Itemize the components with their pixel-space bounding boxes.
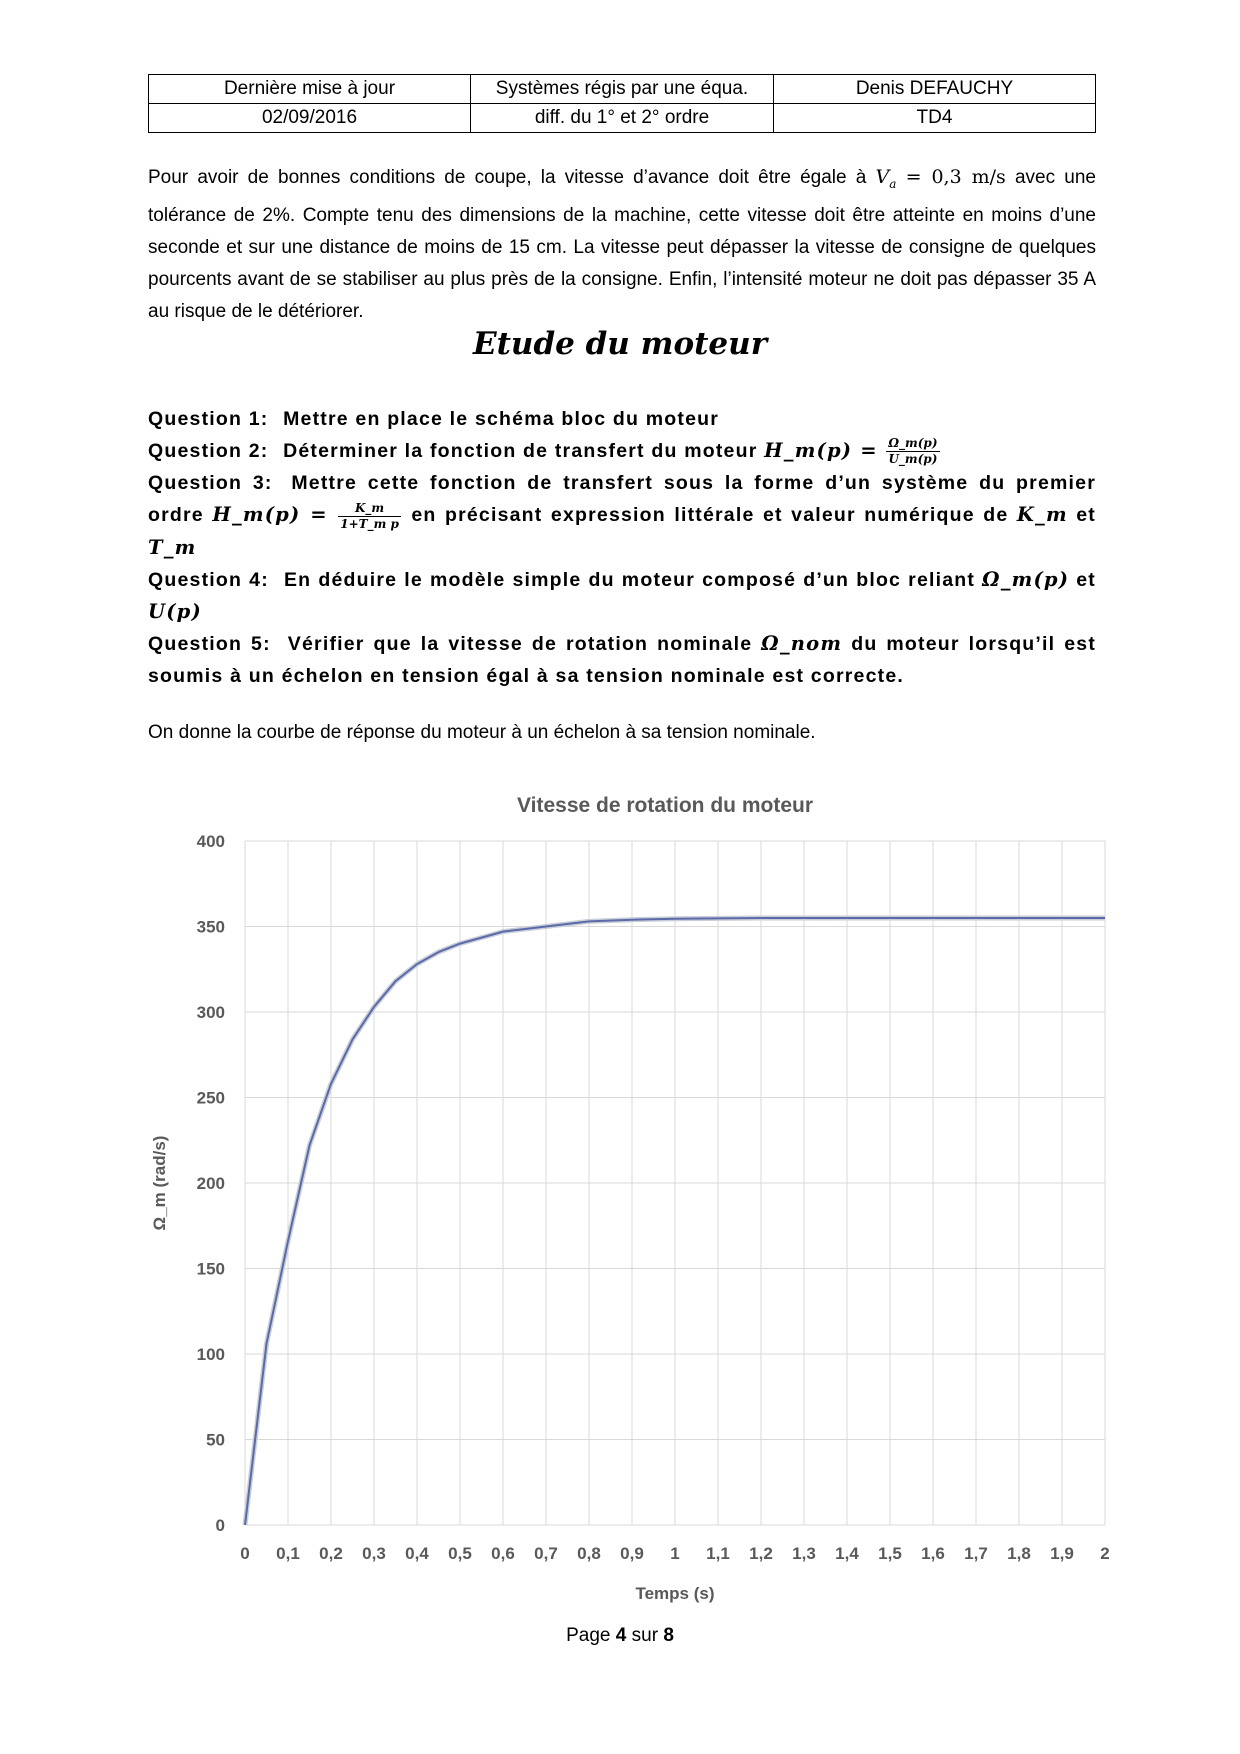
question-4 xyxy=(148,564,1096,628)
x-tick-label: 2 xyxy=(1100,1544,1110,1563)
question-3-tm: T_m xyxy=(148,535,197,559)
x-tick-label: 1,4 xyxy=(835,1544,859,1563)
footer-total-pages: 8 xyxy=(663,1625,674,1646)
question-1 xyxy=(148,403,1096,435)
header-date: 02/09/2016 xyxy=(149,104,471,133)
question-3-fraction-den: 1+T_m p xyxy=(340,516,399,531)
y-tick-label: 200 xyxy=(196,1174,225,1193)
question-3-label: Question 3: xyxy=(148,472,273,495)
x-tick-label: 1 xyxy=(670,1544,680,1563)
y-tick-label: 350 xyxy=(196,917,225,937)
question-3-km: K_m xyxy=(1016,503,1068,527)
footer-page-number: 4 xyxy=(615,1625,627,1646)
header-last-update-label: Dernière mise à jour xyxy=(149,75,471,104)
header-subject-line2: diff. du 1° et 2° ordre xyxy=(471,104,774,133)
chart-title: Vitesse de rotation du moteur xyxy=(517,794,813,817)
y-axis-label: Ω_m (rad/s) xyxy=(150,1135,169,1231)
question-3 xyxy=(148,467,1096,563)
question-5-label: Question 5: xyxy=(148,632,271,655)
intro-text-rest: avec une tolérance de 2%. Compte tenu des dimensions de la machine, cette vitesse doit être atteinte en moins d’une seconde et sur une distance de moins de 15 cm. La vitesse peut dépasser la vitesse de consigne de quelques pourcents avant de se stabiliser au plus près de la consigne. Enfin, l’intensité moteur ne doit pas dépasser 35 A au risque de le détériorer. xyxy=(148,167,1096,322)
intro-text-start: Pour avoir de bonnes conditions de coupe, la vitesse d’avance doit être égale à xyxy=(148,167,867,188)
question-2 xyxy=(148,435,1096,467)
question-5-text-b: du moteur lorsqu’il est soumis à un échelon en tension égal à sa tension nominale est correcte. xyxy=(148,632,1097,687)
question-2-fraction xyxy=(886,436,939,467)
x-tick-label: 1,8 xyxy=(1007,1544,1031,1563)
x-tick-label: 1,2 xyxy=(749,1544,773,1563)
question-2-math: H_m(p) = xyxy=(764,439,878,462)
x-tick-label: 0,4 xyxy=(405,1544,429,1563)
question-4-et: et xyxy=(1076,568,1096,591)
x-tick-label: 1,3 xyxy=(792,1544,816,1563)
x-tick-label: 1,7 xyxy=(964,1544,988,1563)
x-tick-label: 0,6 xyxy=(491,1544,515,1563)
chart-intro-text: On donne la courbe de réponse du moteur à un échelon à sa tension nominale. xyxy=(148,722,816,743)
footer-sep: sur xyxy=(631,1625,659,1646)
va-symbol: $V_a$ xyxy=(875,166,897,191)
question-5 xyxy=(148,628,1096,692)
header-table xyxy=(148,74,1096,133)
header-author: Denis DEFAUCHY xyxy=(774,75,1096,104)
x-axis-label: Temps (s) xyxy=(635,1584,715,1603)
y-tick-label: 50 xyxy=(206,1430,225,1450)
question-4-text: En déduire le modèle simple du moteur composé d’un bloc reliant xyxy=(283,568,976,591)
header-td-number: TD4 xyxy=(774,104,1096,133)
x-tick-label: 0,2 xyxy=(319,1544,343,1563)
x-tick-label: 0,5 xyxy=(448,1544,472,1563)
x-tick-label: 1,9 xyxy=(1050,1544,1074,1563)
question-3-text-a: Mettre cette fonction de transfert sous la forme d’un système du premier ordre xyxy=(148,472,1096,527)
section-title: Etude du moteur xyxy=(472,326,768,362)
x-tick-label: 1,6 xyxy=(921,1544,945,1563)
y-tick-label: 100 xyxy=(196,1345,225,1364)
x-tick-label: 0,9 xyxy=(620,1544,644,1563)
question-4-omega: Ω_m(p) xyxy=(982,567,1070,591)
question-1-text: Mettre en place le schéma bloc du moteur xyxy=(283,408,720,430)
question-2-label: Question 2: xyxy=(148,440,269,462)
question-2-text: Déterminer la fonction de transfert du moteur xyxy=(283,440,758,462)
y-tick-label: 400 xyxy=(196,832,225,851)
footer-prefix: Page xyxy=(566,1625,611,1646)
va-value: = 0,3 m/s xyxy=(905,166,1006,188)
question-3-et: et xyxy=(1076,504,1097,527)
x-tick-label: 0,1 xyxy=(276,1544,300,1563)
page-footer xyxy=(0,1625,1240,1647)
question-2-fraction-num: Ω_m(p) xyxy=(888,436,938,451)
question-3-text-b: en précisant expression littérale et valeur numérique de xyxy=(411,504,1009,527)
header-subject-line1: Systèmes régis par une équa. xyxy=(471,75,774,104)
question-5-text-a: Vérifier que la vitesse de rotation nominale xyxy=(287,632,753,655)
x-tick-label: 1,5 xyxy=(878,1544,902,1563)
intro-paragraph xyxy=(148,161,1096,328)
question-3-fraction xyxy=(338,501,401,532)
questions-block xyxy=(148,403,1096,692)
y-tick-label: 150 xyxy=(196,1259,225,1279)
speed-response-chart xyxy=(140,775,1120,1615)
question-4-label: Question 4: xyxy=(148,568,269,591)
question-3-math: H_m(p) = xyxy=(212,503,328,527)
x-tick-label: 0 xyxy=(240,1544,250,1563)
x-tick-label: 1,1 xyxy=(706,1544,730,1563)
question-5-omega-nom: Ω_nom xyxy=(761,631,843,655)
x-tick-label: 0,3 xyxy=(362,1544,386,1563)
y-tick-label: 250 xyxy=(196,1088,225,1108)
x-tick-label: 0,7 xyxy=(534,1544,558,1563)
question-1-label: Question 1: xyxy=(148,408,269,430)
y-tick-label: 300 xyxy=(196,1003,225,1022)
question-3-fraction-num: K_m xyxy=(338,501,401,517)
y-tick-label: 0 xyxy=(215,1516,225,1535)
x-tick-label: 0,8 xyxy=(577,1544,601,1563)
question-2-fraction-den: U_m(p) xyxy=(888,452,938,467)
question-4-u: U(p) xyxy=(148,599,202,623)
